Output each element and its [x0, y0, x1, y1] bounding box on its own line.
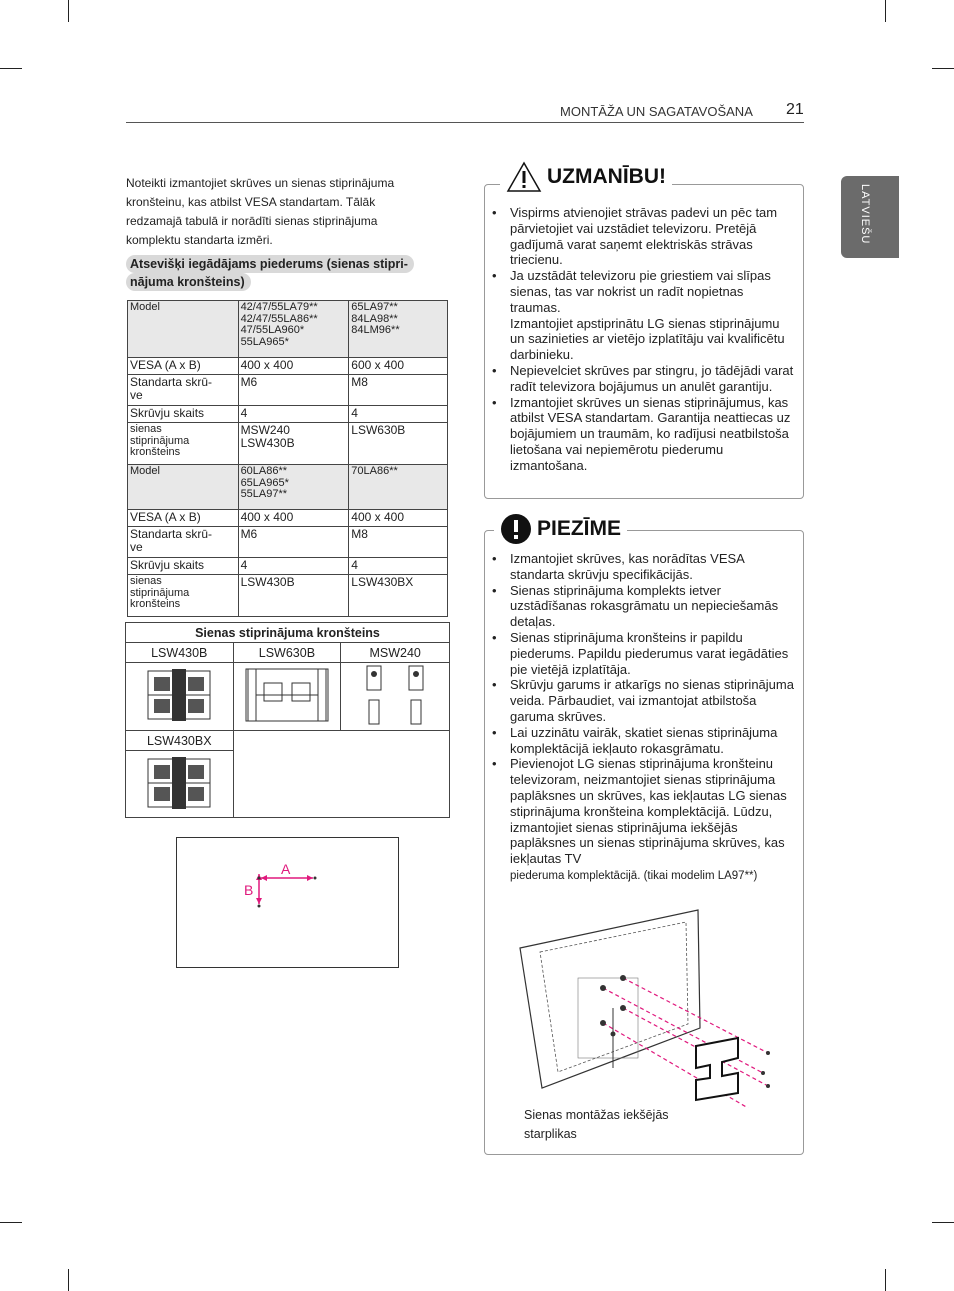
tv-wall-mount-illustration [518, 908, 778, 1113]
crop-mark [68, 1269, 69, 1291]
vesa-value: 600 x 400 [349, 358, 448, 375]
intro-paragraph: Noteikti izmantojiet skrūves un sienas stiprinājuma kronšteinu, kas atbilst VESA standartam. Tālāk redzamajā tabulā ir norādīti sienas stiprinājuma komplektu standarta izmēri. [126, 176, 395, 247]
model-cell: 65LA97** 84LA98** 84LM96** [349, 301, 448, 358]
model-label: Model [128, 301, 239, 358]
vesa-value: 400 x 400 [349, 510, 448, 527]
screw-label: Standarta skrū- ve [128, 527, 239, 558]
accessory-heading-line1: Atsevišķi iegādājams piederums (sienas stipri- [126, 255, 414, 273]
warning-triangle-icon [506, 161, 542, 193]
bracket-name: LSW430B [126, 643, 234, 663]
note-item: • Sienas stiprinājuma kronšteins ir papildu piederums. Papildu piederumus varat iegādāties pie vietējā izplatītāja. [484, 630, 800, 677]
note-item: • Skrūvju garums ir atkarīgs no sienas stiprinājuma veida. Pārbaudiet, vai izmantojat atbilstoša garuma skrūves. [484, 677, 800, 724]
crop-mark [885, 0, 886, 22]
screw-label: Standarta skrū- ve [128, 375, 239, 406]
model-cell: 70LA86** [349, 465, 448, 510]
screw-value: M6 [238, 527, 349, 558]
bracket-table [125, 622, 450, 818]
warning-item: Izmantojiet apstiprinātu LG sienas stiprinājumu un sazinieties ar vietējo izplatītāju vai kvalificētu darbinieku. [510, 315, 785, 363]
bracket-name: LSW630B [233, 643, 341, 663]
crop-mark [68, 0, 69, 22]
warning-title-text: UZMANĪBU! [547, 165, 666, 188]
screw-count-label: Skrūvju skaits [128, 558, 239, 575]
screw-value: M8 [349, 375, 448, 406]
bracket-table-title: Sienas stiprinājuma kronšteins [126, 623, 450, 643]
dimension-label-a: A [281, 861, 291, 877]
bracket-image-lsw430bx [126, 751, 234, 818]
page-number: 21 [786, 101, 804, 118]
section-header: MONTĀŽA UN SAGATAVOŠANA [560, 104, 753, 119]
model-cell: 60LA86** 65LA965* 55LA97** [238, 465, 349, 510]
header-divider [126, 122, 804, 123]
screw-value: M6 [238, 375, 349, 406]
warning-item: • Vispirms atvienojiet strāvas padevi un pēc tam pārvietojiet vai uzstādiet televizoru. Pretējā gadījumā varat saņemt elektriskās strāvas triecienu. [484, 205, 796, 268]
screw-count-label: Skrūvju skaits [128, 406, 239, 423]
bracket-value: LSW430BX [349, 575, 448, 617]
tv-figure-caption: Sienas montāžas iekšējās starplikas [524, 1108, 669, 1141]
model-cell: 42/47/55LA79** 42/47/55LA86** 47/55LA960* 55LA965* [238, 301, 349, 358]
dimension-label-b: B [244, 882, 254, 898]
vesa-value: 400 x 400 [238, 358, 349, 375]
screw-count-value: 4 [238, 406, 349, 423]
vesa-label: VESA (A x B) [128, 358, 239, 375]
screw-value: M8 [349, 527, 448, 558]
screw-count-value: 4 [349, 406, 448, 423]
bracket-image-msw240 [341, 663, 450, 731]
vesa-label: VESA (A x B) [128, 510, 239, 527]
model-label: Model [128, 465, 239, 510]
bracket-value: MSW240 LSW430B [238, 423, 349, 465]
bracket-name: MSW240 [341, 643, 450, 663]
vesa-dimension-figure [176, 837, 399, 968]
note-item: • Pievienojot LG sienas stiprinājuma kronšteinu televizoram, neizmantojiet sienas stiprinājuma paplāksnes un skrūves, kas iekļautas LG sienas stiprinājuma kronšteina komplektācijā. Lūdzu, izmantojiet sienas stiprinājuma iekšējās paplāksnes un sienas stiprinājuma skrūves, kas iekļautas TV piederuma komplektācijā. (tikai modelim LA97**) [484, 756, 800, 884]
note-item: • Izmantojiet skrūves, kas norādītas VESA standarta skrūvju specifikācijās. [484, 551, 800, 583]
note-title-text: PIEZĪME [537, 517, 622, 540]
screw-count-value: 4 [349, 558, 448, 575]
vesa-value: 400 x 400 [238, 510, 349, 527]
bracket-label: sienas stiprinājuma kronšteins [128, 423, 239, 465]
bracket-image-lsw630b [233, 663, 341, 731]
note-title [494, 513, 627, 545]
warning-item: • Ja uzstādāt televizoru pie griestiem vai slīpas sienas, tas var nokrist un radīt nopietnas traumas. [484, 268, 796, 315]
crop-mark [0, 1222, 22, 1223]
bracket-value: LSW430B [238, 575, 349, 617]
crop-mark [885, 1269, 886, 1291]
crop-mark [0, 68, 22, 69]
bracket-value: LSW630B [349, 423, 448, 465]
note-item-tail: piederuma komplektācijā. (tikai modelim LA97**) [510, 869, 758, 882]
screw-count-value: 4 [238, 558, 349, 575]
language-tab [841, 176, 899, 258]
accessory-heading-line2: nājuma kronšteins) [126, 273, 251, 291]
language-tab-label: LATVIEŠU [859, 184, 871, 245]
crop-mark [932, 1222, 954, 1223]
bracket-name: LSW430BX [126, 731, 234, 751]
accessory-heading [126, 255, 452, 293]
bracket-label: sienas stiprinājuma kronšteins [128, 575, 239, 617]
note-item: • Sienas stiprinājuma komplekts ietver uzstādīšanas rokasgrāmatu un nepieciešamās detaļas. [484, 583, 800, 630]
warning-item: • Nepievelciet skrūves par stingru, jo tādējādi varat radīt televizora bojājumus un anulēt garantiju. [484, 363, 796, 395]
warning-title [500, 161, 672, 193]
vesa-spec-table [127, 300, 448, 617]
crop-mark [932, 68, 954, 69]
warning-list [484, 205, 796, 474]
bracket-image-lsw430b [126, 663, 234, 731]
note-list [484, 551, 800, 885]
warning-item: • Izmantojiet skrūves un sienas stiprinājumus, kas atbilst VESA standartam. Garantija neattiecas uz bojājumiem un traumām, ko radījusi neatbilstoša lietošana vai nepiemērotu piederumu izmantošana. [484, 395, 796, 474]
note-item: • Lai uzzinātu vairāk, skatiet sienas stiprinājuma komplektācijā iekļauto rokasgrāmatu. [484, 725, 800, 757]
exclamation-circle-icon [500, 513, 532, 545]
